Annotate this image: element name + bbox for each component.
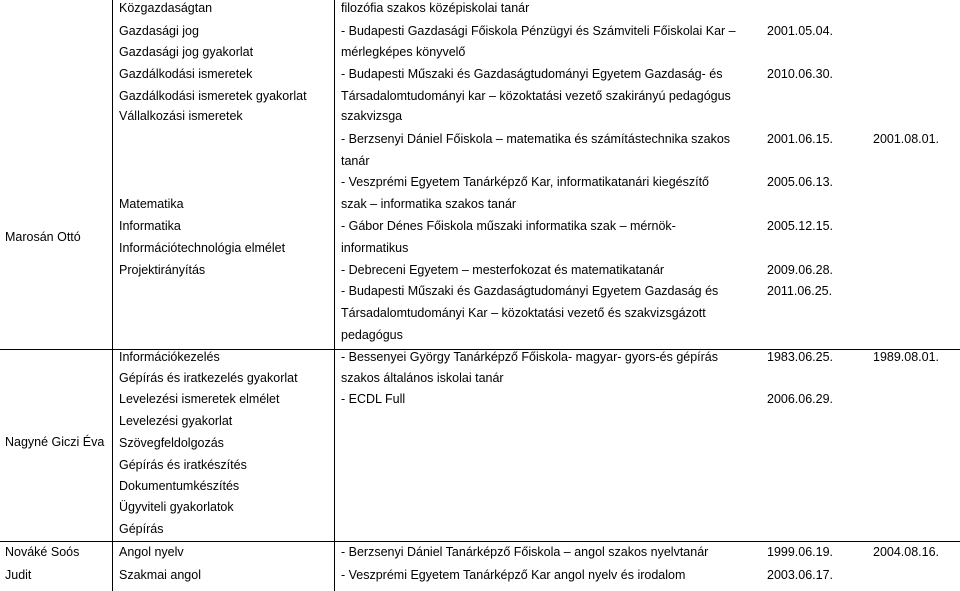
qualification-line: - Budapesti Gazdasági Főiskola Pénzügyi és Számviteli Főiskolai Kar – (341, 24, 736, 38)
qualification-line: - Budapesti Műszaki és Gazdaságtudományi Egyetem Gazdaság és (341, 284, 719, 298)
subject-item: Információtechnológia elmélet (119, 241, 286, 255)
qualification-line: pedagógus (341, 328, 403, 342)
subject-item: Gazdasági jog gyakorlat (119, 45, 254, 59)
qualification-line: - ECDL Full (341, 392, 406, 406)
grid-line (0, 541, 960, 542)
subject-item: Levelezési gyakorlat (119, 414, 233, 428)
qualification-line: - Budapesti Műszaki és Gazdaságtudományi Egyetem Gazdaság- és (341, 67, 723, 81)
subject-item: Levelezési ismeretek elmélet (119, 392, 280, 406)
subject-item: Gépírás és iratkészítés (119, 458, 247, 472)
qualification-line: - Berzsenyi Dániel Főiskola – matematika és számítástechnika szakos (341, 132, 731, 146)
subject-item: Projektirányítás (119, 263, 206, 277)
subject-item: Gépírás (119, 522, 164, 536)
subject-item: Gépírás és iratkezelés gyakorlat (119, 371, 298, 385)
teacher-name: Marosán Ottó (5, 230, 81, 244)
subject-item: Ügyviteli gyakorlatok (119, 500, 234, 514)
qualification-line: - Debreceni Egyetem – mesterfokozat és matematikatanár (341, 263, 665, 277)
qualification-date: 2003.06.17. (767, 568, 834, 582)
qualification-date: 2001.05.04. (767, 24, 834, 38)
subject-item: Közgazdaságtan (119, 1, 213, 15)
qualification-date: 2005.12.15. (767, 219, 834, 233)
subject-item: Szakmai angol (119, 568, 201, 582)
qualification-line: - Veszprémi Egyetem Tanárképző Kar angol nyelv és irodalom (341, 568, 686, 582)
qualification-line: - Berzsenyi Dániel Tanárképző Főiskola – angol szakos nyelvtanár (341, 545, 709, 559)
grid-line (334, 0, 335, 591)
subject-item: Szövegfeldolgozás (119, 436, 224, 450)
end-date: 2004.08.16. (873, 545, 940, 559)
end-date: 2001.08.01. (873, 132, 940, 146)
subject-item: Gazdálkodási ismeretek gyakorlat (119, 89, 307, 103)
subject-item: Dokumentumkészítés (119, 479, 240, 493)
subject-item: Vállalkozási ismeretek (119, 109, 243, 123)
end-date: 1989.08.01. (873, 350, 940, 364)
grid-line (112, 0, 113, 591)
subject-item: Információkezelés (119, 350, 220, 364)
teacher-name: Judit (5, 568, 32, 582)
qualification-line: tanár (341, 154, 370, 168)
qualification-line: - Bessenyei György Tanárképző Főiskola- magyar- gyors-és gépírás (341, 350, 719, 364)
qualification-date: 2006.06.29. (767, 392, 834, 406)
qualification-line: informatikus (341, 241, 409, 255)
subject-item: Informatika (119, 219, 181, 233)
subject-item: Gazdálkodási ismeretek (119, 67, 253, 81)
qualification-line: szak – informatika szakos tanár (341, 197, 517, 211)
teacher-name: Nováké Soós (5, 545, 80, 559)
qualification-line: Társadalomtudományi kar – közoktatási vezető szakirányú pedagógus (341, 89, 731, 103)
qualification-date: 1999.06.19. (767, 545, 834, 559)
subject-item: Gazdasági jog (119, 24, 199, 38)
teacher-name: Nagyné Giczi Éva (5, 435, 105, 449)
qualification-line: szakvizsga (341, 109, 403, 123)
qualification-line: mérlegképes könyvelő (341, 45, 466, 59)
qualification-line: Társadalomtudományi Kar – közoktatási vezető és szakvizsgázott (341, 306, 706, 320)
qualification-date: 2009.06.28. (767, 263, 834, 277)
subject-item: Angol nyelv (119, 545, 184, 559)
qualification-date: 1983.06.25. (767, 350, 834, 364)
qualification-date: 2001.06.15. (767, 132, 834, 146)
qualification-date: 2010.06.30. (767, 67, 834, 81)
qualification-line: - Gábor Dénes Főiskola műszaki informatika szak – mérnök- (341, 219, 676, 233)
qualification-line: szakos általános iskolai tanár (341, 371, 504, 385)
subject-item: Matematika (119, 197, 184, 211)
qualification-line: - Veszprémi Egyetem Tanárképző Kar, informatikatanári kiegészítő (341, 175, 709, 189)
qualification-date: 2011.06.25. (767, 284, 833, 298)
qualification-date: 2005.06.13. (767, 175, 834, 189)
qualification-line: filozófia szakos középiskolai tanár (341, 1, 530, 15)
